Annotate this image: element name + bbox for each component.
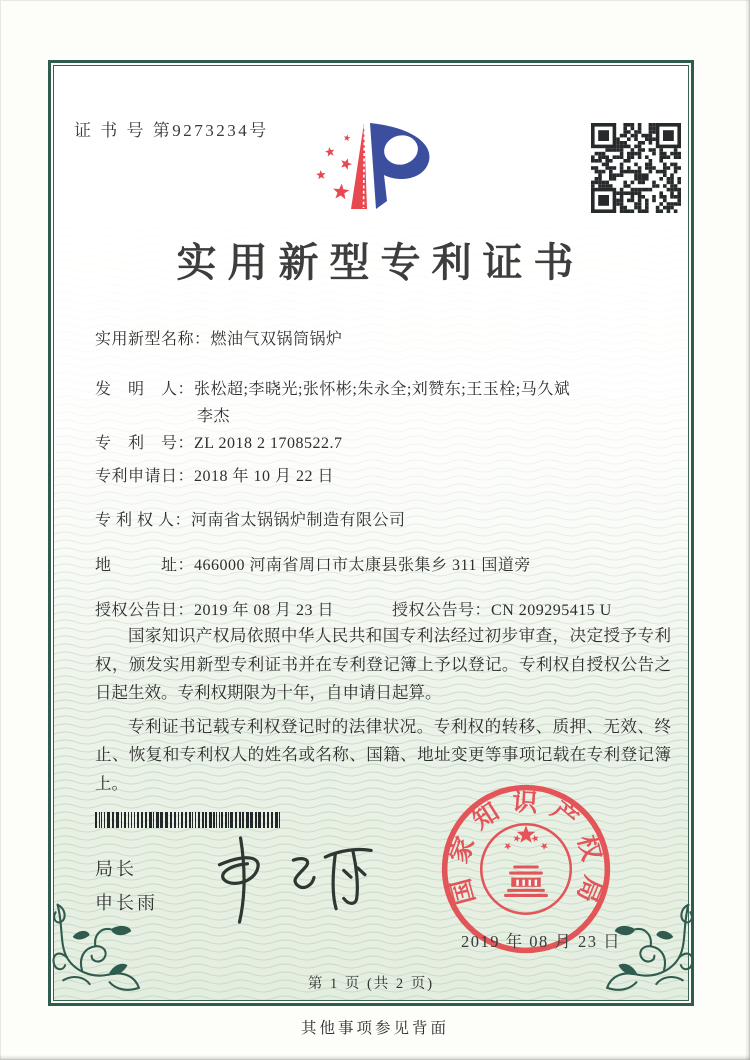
- field-label: 授权公告号：: [392, 602, 492, 619]
- field-value: 燃油气双锅筒锅炉: [210, 331, 343, 348]
- page-number: 第 1 页 (共 2 页): [307, 976, 435, 992]
- field-value: CN 209295415 U: [491, 602, 612, 619]
- field-inventors: [95, 376, 570, 399]
- signer-name: 申长雨: [95, 893, 158, 913]
- field-utility-model-name: [95, 326, 343, 349]
- field-label: 专利申请日：: [95, 468, 195, 485]
- field-grant-date-and-number: [95, 597, 612, 620]
- legal-text-block: [95, 622, 671, 803]
- certificate-number: 证 书 号 第9273234号: [74, 121, 269, 140]
- field-value: 2019 年 08 月 23 日: [194, 602, 335, 619]
- barcode-icon: [95, 812, 287, 828]
- qr-code-icon: [591, 123, 681, 213]
- field-value: 466000 河南省周口市太康县张集乡 311 国道旁: [194, 557, 531, 574]
- legal-paragraph-2: 专利证书记载专利权登记时的法律状况。专利权的转移、质押、无效、终止、恢复和专利权人的姓名或名称、国籍、地址变更等事项记载在专利登记簿上。: [95, 716, 671, 793]
- field-label: 发 明 人：: [95, 381, 195, 398]
- field-patentee: [95, 507, 406, 530]
- seal-date: 2019 年 08 月 23 日: [461, 932, 622, 951]
- legal-paragraph-1: 国家知识产权局依照中华人民共和国专利法经过初步审查，决定授予专利权，颁发实用新型专利证书并在专利登记簿上予以登记。专利权自授权公告之日起生效。专利权期限为十年，自申请日起算。: [95, 626, 671, 702]
- field-label: 授权公告日：: [95, 602, 195, 619]
- certificate-title: 实用新型专利证书: [176, 240, 585, 285]
- field-label: 专 利 号：: [95, 435, 195, 452]
- field-address: [95, 552, 531, 575]
- field-label: 实用新型名称：: [95, 331, 211, 348]
- signer-title: 局长: [95, 859, 137, 879]
- field-value: 张松超;李晓光;张怀彬;朱永全;刘赞东;王玉栓;马久斌: [194, 381, 571, 398]
- svg-text:国家知识产权局: [444, 788, 608, 917]
- field-inventors-line2: 李杰: [197, 408, 231, 425]
- field-value: 河南省太锅锅炉制造有限公司: [191, 512, 406, 529]
- field-label: 地 址：: [95, 557, 195, 574]
- field-value: 2018 年 10 月 22 日: [194, 468, 335, 485]
- field-patent-number: [95, 430, 342, 453]
- seal-ring-text: 国家知识产权局: [444, 787, 609, 917]
- cnipa-patent-logo-icon: [289, 111, 461, 221]
- field-label: 专 利 权 人：: [95, 512, 192, 529]
- field-value: ZL 2018 2 1708522.7: [194, 435, 343, 452]
- field-filing-date: [95, 463, 334, 486]
- handwritten-signature: [196, 825, 399, 932]
- back-side-note: 其他事项参见背面: [300, 1020, 449, 1037]
